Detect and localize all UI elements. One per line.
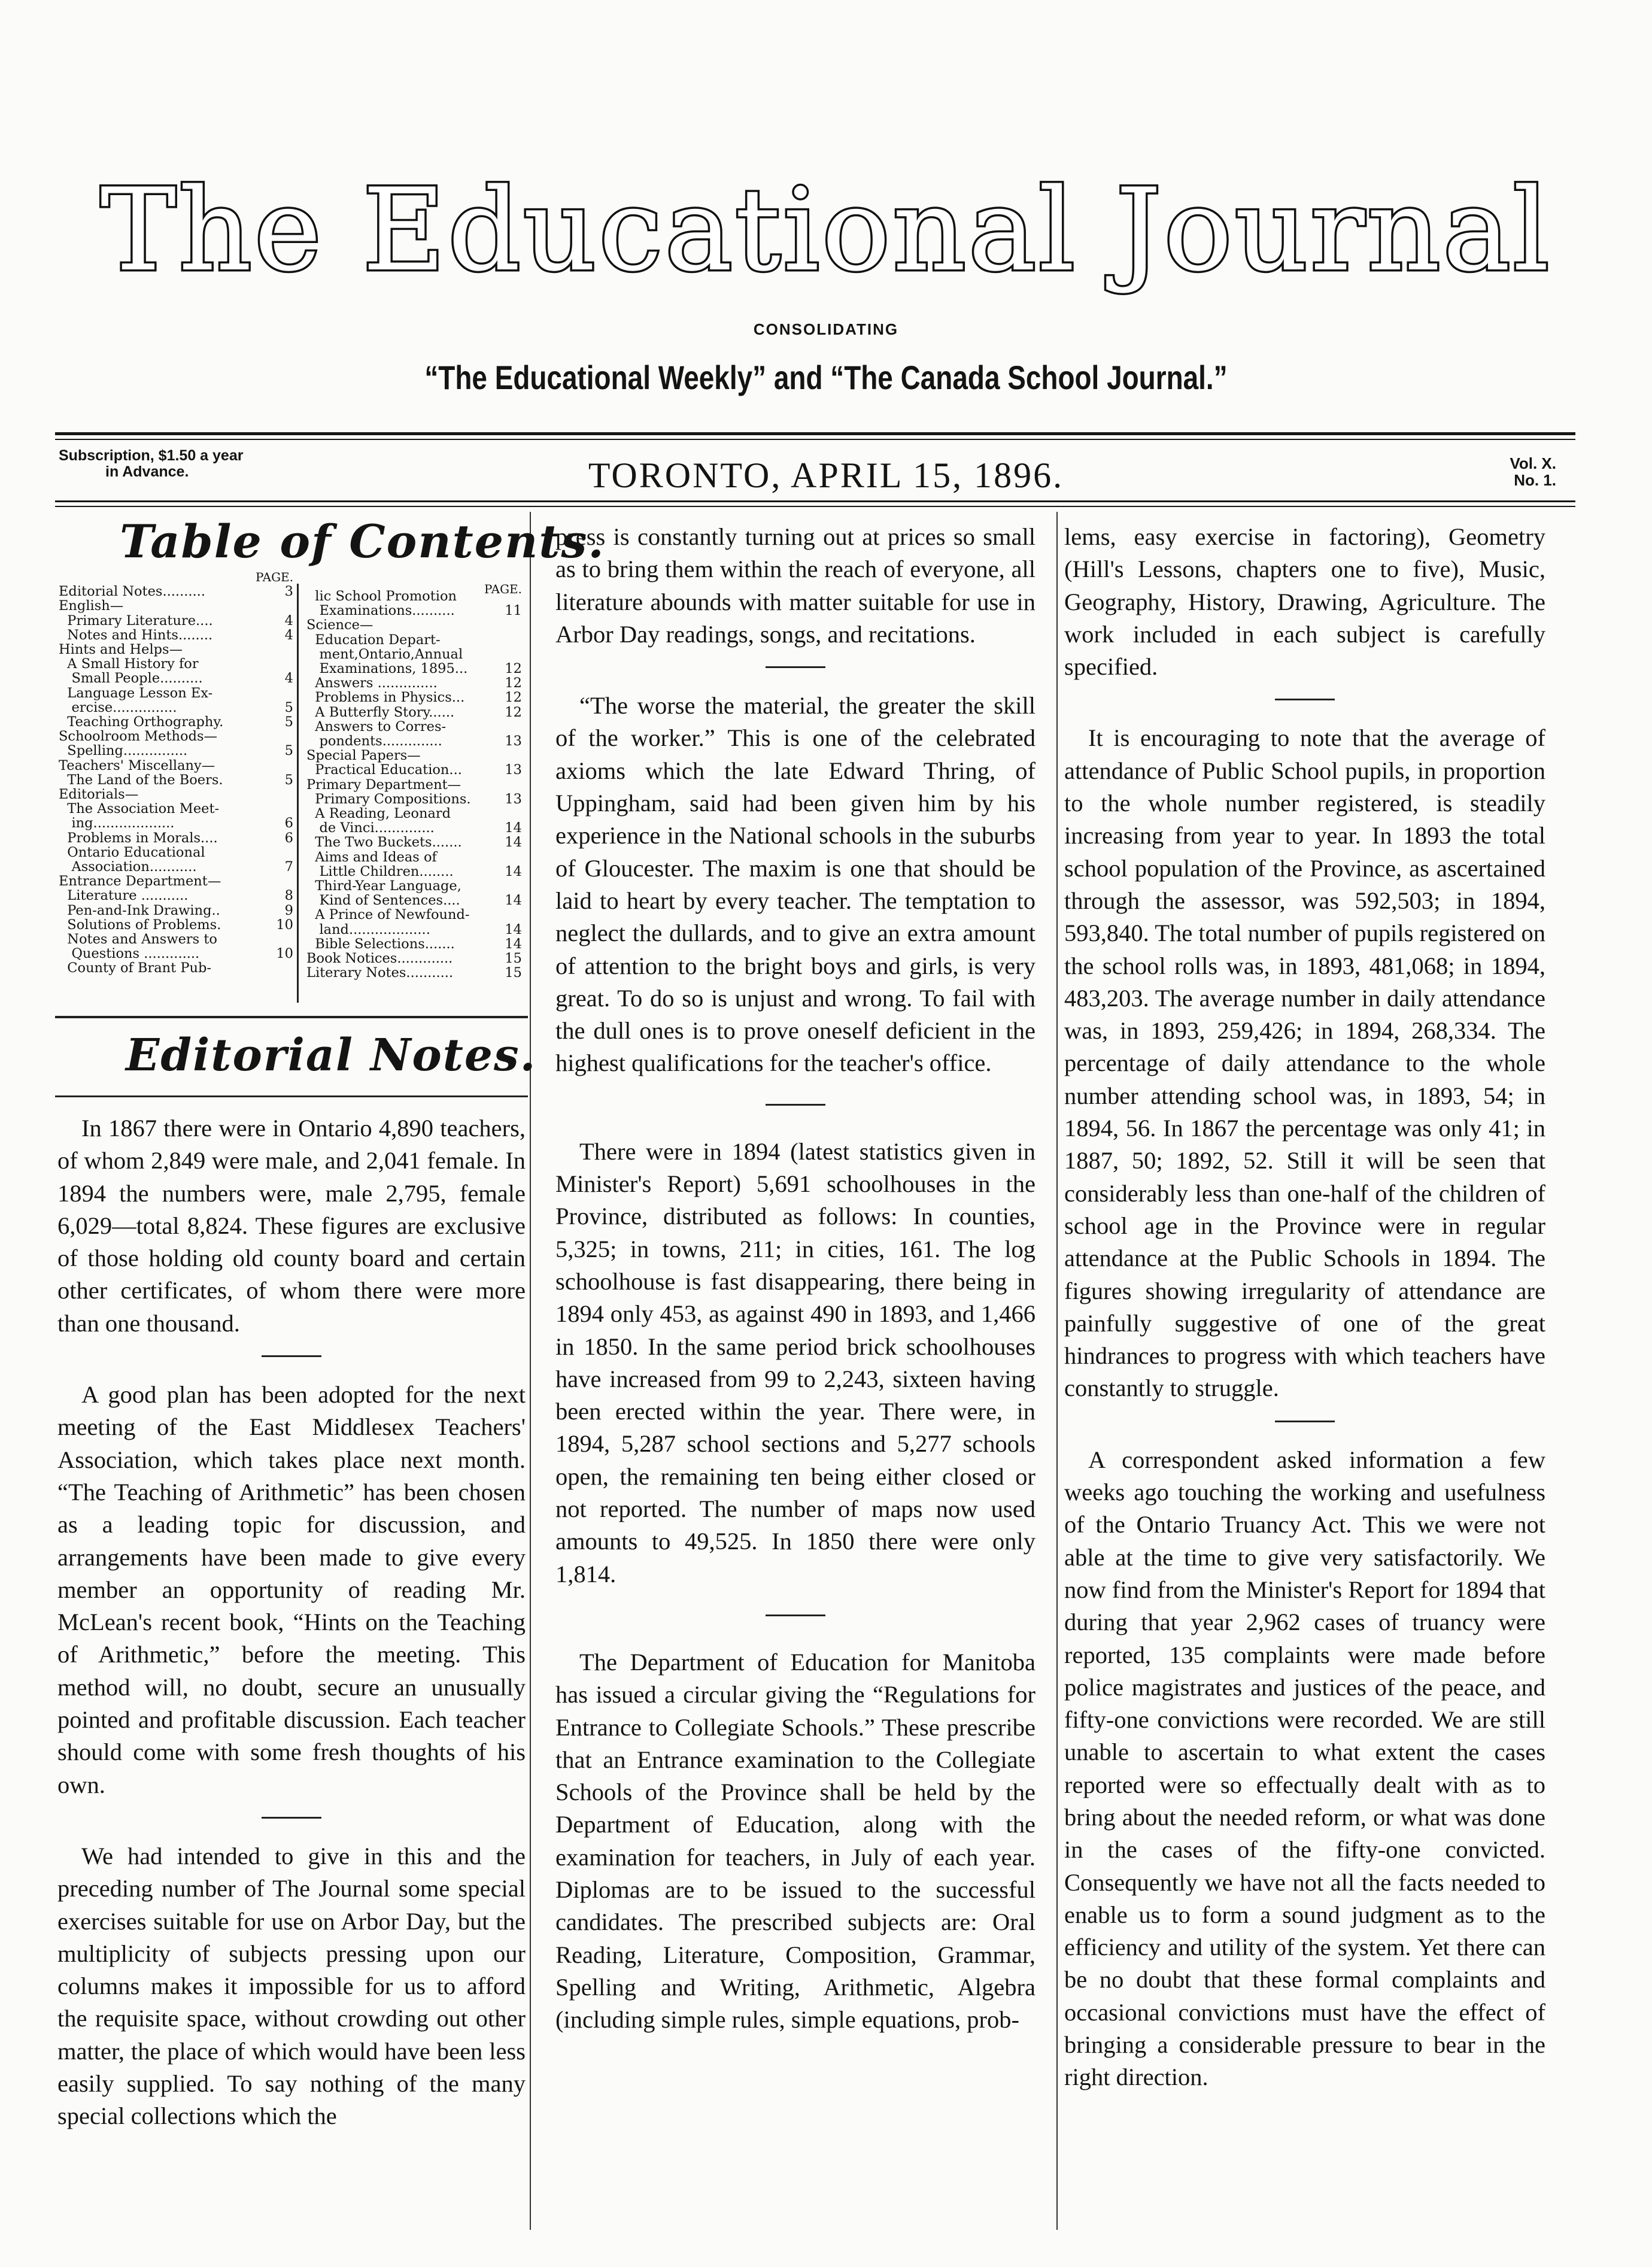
toc-entry [59,816,293,830]
toc-entry-title: A Small History for [59,657,199,672]
toc-entry [59,715,293,729]
toc-entry-title: ercise............... [59,700,177,715]
toc-entry-page: 4 [284,627,293,643]
toc-entry [59,773,293,787]
toc-entry-title: Solutions of Problems. [59,917,221,933]
dateline: TORONTO, APRIL 15, 1896. [588,456,1064,495]
column-divider-1 [530,512,531,2230]
toc-entry-title: Editorials— [59,787,139,802]
toc-entry-page [508,850,522,864]
toc-entry-title: Questions ............. [59,946,200,961]
toc-entry-page: 10 [276,946,293,962]
toc-entry [306,778,522,792]
toc-entry-page: 4 [284,670,293,687]
toc-entry [59,845,293,860]
toc-entry-page: 6 [284,830,293,846]
toc-title: Table of Contents. [120,515,605,568]
toc-entry-title: Aims and Ideas of [306,849,437,864]
toc-entry [306,951,522,966]
toc-entry-title: Little Children........ [306,864,454,879]
toc-page-label-right: PAGE. [484,582,522,596]
col1-paragraph-1: In 1867 there were in Ontario 4,890 teachers, of whom 2,849 were male, and 2,041 female. In 1894 the numbers were, male 2,795, female 6,029—total 8,824. These figures are exclusive of those holding old county board and certain other certificates, of whom there were more than one thousand. [57,1115,526,1337]
toc-entry-title: lic School Promotion [306,589,457,604]
toc-entry-title: Problems in Physics... [306,690,465,705]
toc-entry-title: Entrance Department— [59,874,221,889]
col3-separator-1 [1275,699,1335,700]
toc-entry-title: Science— [306,618,373,633]
toc-entry [59,671,293,685]
column-divider-2 [1056,512,1058,2230]
toc-entry-page: 7 [284,859,293,875]
toc-entry [59,802,293,816]
toc-entry-page: 13 [505,733,522,749]
toc-entry [306,633,522,647]
toc-entry [306,720,522,734]
toc-entry [306,647,522,661]
toc-entry [306,705,522,720]
toc-entry [306,821,522,835]
toc-entry-page: 5 [284,772,293,788]
toc-entry-title: Examinations, 1895... [306,661,468,676]
toc-entry [59,700,293,715]
toc-entry-title: Practical Education... [306,763,462,778]
volume-number [1460,455,1556,488]
toc-entry-title: Third-Year Language, [306,879,461,894]
toc-page-label: PAGE. [256,570,293,584]
toc-right-column [306,584,522,980]
toc-entry-title: pondents.............. [306,734,442,749]
toc-entry-title: Bible Selections....... [306,936,455,952]
subscription-price: Subscription, $1.50 a year [59,447,244,464]
toc-entry-page [508,618,522,632]
column-2 [555,521,1035,2036]
toc-entry-title: ing................... [59,816,175,831]
toc-left-column [59,570,293,976]
toc-entry-page: 5 [284,699,293,715]
toc-entry-title: Ontario Educational [59,845,205,860]
toc-entry-page: 11 [505,603,522,619]
toc-entry-title: English— [59,599,124,614]
col2-separator-1 [766,666,825,668]
toc-entry-page: 14 [505,834,522,851]
toc-entry-title: Teachers' Miscellany— [59,758,215,773]
toc-entry-title: Schoolroom Methods— [59,729,218,744]
masthead-subtitle: “The Educational Weekly” and “The Canada School Journal.” [424,359,1228,396]
col1-paragraph-3: We had intended to give in this and the preceding number of The Journal some special exercises suitable for use on Arbor Day, but the multiplicity of subjects pressing upon our columns makes it impossible for us to afford the requisite space, without crowding out other matter, the place of which would have been less easily supplied. To say nothing of the many special collections which the [57,1842,526,2130]
toc-entry-page [508,806,522,821]
toc-entry-title: Kind of Sentences.... [306,893,460,908]
toc-entry-title: Answers .............. [306,676,438,691]
toc-entry [59,888,293,903]
toc-entry [59,918,293,932]
masthead-title: The Educational Journal [100,164,1552,296]
editorial-notes-heading: Editorial Notes. [126,1030,537,1081]
toc-entry [59,932,293,946]
toc-entry [306,734,522,748]
toc-entry [59,874,293,888]
toc-entry [59,657,293,671]
toc-entry-page [279,686,293,700]
toc-entry-page: 12 [505,675,522,691]
toc-entry-title: Examinations.......... [306,603,455,618]
toc-entry-title: Primary Literature.... [59,613,213,628]
toc-entry-page: 12 [505,690,522,706]
toc-entry-page [279,787,293,802]
toc-entry [59,642,293,657]
toc-entry-title: Primary Compositions. [306,791,471,807]
toc-entry [306,835,522,849]
toc-entry-page: 13 [505,762,522,778]
toc-entry [306,879,522,893]
toc-entry-page [279,802,293,816]
toc-entry [306,850,522,864]
toc-entry-page: 14 [505,893,522,909]
dateline-rule-bottom [55,506,1575,507]
toc-entry-page [508,748,522,763]
toc-entry [306,792,522,806]
toc-entry [306,806,522,821]
toc-entry [306,937,522,951]
toc-entry-title: Association........... [59,860,197,875]
toc-entry-title: Language Lesson Ex- [59,685,213,700]
toc-entry-title: The Land of the Boers. [59,772,223,788]
toc-entry-page: 6 [284,815,293,831]
toc-entry-title: de Vinci.............. [306,821,435,836]
toc-entry-page [279,729,293,743]
col2-separator-2 [766,1104,825,1106]
toc-entry [306,908,522,922]
toc-entry [59,831,293,845]
toc-entry [59,584,293,599]
col3-separator-2 [1275,1421,1335,1422]
column-1 [57,1112,526,2133]
toc-entry-title: County of Brant Pub- [59,961,212,976]
toc-entry-title: Literary Notes........... [306,966,454,981]
toc-entry [59,946,293,961]
toc-entry-page [279,845,293,860]
toc-entry-page: 13 [505,791,522,807]
masthead-rule-top [55,432,1575,435]
consolidating-label: CONSOLIDATING [753,320,899,338]
subscription-terms: in Advance. [105,463,189,480]
toc-entry-page: 9 [284,902,293,918]
toc-entry [59,961,293,975]
toc-entry [59,758,293,773]
col2-separator-3 [766,1614,825,1616]
toc-entry-page [508,908,522,922]
toc-entry-title: Problems in Morals.... [59,830,218,845]
toc-entry-title: Special Papers— [306,748,421,763]
toc-entry-page [279,599,293,613]
toc-entry [59,599,293,613]
toc-entry-page: 14 [505,936,522,952]
toc-entry [306,676,522,690]
toc-entry [59,743,293,758]
toc-entry-page [508,720,522,734]
masthead-rule-thin [55,439,1575,440]
toc-entry-page [279,961,293,975]
col3-paragraph-3: A correspondent asked information a few weeks ago touching the working and usefulness of the Ontario Truancy Act. This we were not able at the time to give very satisfactorily. We now find from the Minister's Report for 1894 that during that year 2,962 cases of truancy were reported, 135 complaints were made before police magistrates and justices of the peace, and fifty-one convictions were recorded. We are still unable to ascertain to what extent the cases reported were so effectually dealt with as to bring about the needed reform, or what was done in the cases of the fifty-one convicted. Consequently we have not all the facts needed to enable us to form a sound judgment as to the efficiency and utility of the system. Yet there can be no doubt that these formal complaints and occasional convictions must have the effect of bringing a considerable pressure to bear in the right direction. [1064,1446,1545,2091]
toc-entry [306,618,522,632]
issue-number: No. 1. [1514,471,1556,489]
toc-entry-page [508,778,522,792]
col1-separator-2 [262,1817,321,1819]
toc-bottom-rule [55,1016,528,1018]
toc-entry-page: 5 [284,714,293,730]
col2-paragraph-4: The Department of Education for Manitoba has issued a circular giving the “Regulations for Entrance to Collegiate Schools.” These prescribe that an Entrance examination to the Collegiate Schools of the Province shall be held by the Department of Education, along with the examination for teachers, in July of each year. Diplomas are to be issued to the successful candidates. The prescribed subjects are: Oral Reading, Literature, Composition, Grammar, Spelling and Writing, Arithmetic, Algebra (including simple rules, simple equations, prob- [555,1648,1035,2034]
toc-entry-title: Education Depart- [306,632,441,647]
toc-entry-page: 15 [505,951,522,967]
toc-entry-page: 15 [505,965,522,981]
toc-entry-page: 4 [284,612,293,629]
volume-label: Vol. X. [1510,454,1556,472]
toc-entry-page: 14 [505,863,522,879]
toc-entry-title: Primary Department— [306,777,461,792]
col2-paragraph-2: “The worse the material, the greater the skill of the worker.” This is one of the celebrated axioms which the late Edward Thring, of Uppingham, said had been given him by his experience in the National schools in the suburbs of Gloucester. The maxim is one that should be laid to heart by every teacher. The temptation to neglect the dullards, and to give an extra amount of attention to the bright boys and girls, is very great. To do so is unjust and wrong. To fail with the dull ones is to prove oneself deficient in the highest qualifications for the teacher's office. [555,692,1035,1077]
toc-entry [306,966,522,980]
col2-paragraph-3: There were in 1894 (latest statistics given in Minister's Report) 5,691 schoolhouses in the Province, distributed as follows: In counties, 5,325; in towns, 211; in cities, 161. The log schoolhouse is fast disappearing, there being in 1894 only 453, as against 490 in 1893, and 1,466 in 1850. In the same period brick schoolhouses have increased from 99 to 2,243, sixteen having been erected within the year. There were, in 1894, 5,287 school sections and 5,277 schools open, the remaining ten being either closed or not reported. The number of maps now used amounts to 49,525. In 1850 there were only 1,814. [555,1137,1035,1588]
toc-entry-title: Small People.......... [59,671,203,686]
toc-entry-title: Editorial Notes.......... [59,584,205,599]
toc-entry-page [508,633,522,647]
col3-paragraph-2: It is encouraging to note that the average of attendance of Public School pupils, in proportion to the whole number registered, is steadily increasing from year to year. In 1893 the total school population of the Province, as ascertained through the assessor, was 592,503; in 1894, 593,840. The total number of pupils registered on the school rolls was, in 1893, 481,068; in 1894, 483,203. The average number in daily attendance was, in 1893, 259,426; in 1894, 268,334. The percentage of daily attendance to the whole number attending school was, in 1893, 54; in 1894, 56. In 1867 the percentage was only 41; in 1887, 50; 1892, 52. Still it will be seen that considerably less than one-half of the children of school age in the Province were in regular attendance at the Public Schools in 1894. The figures showing irregularity of attendance are painfully suggestive of one of the great hindrances to progress with which teachers have constantly to struggle. [1064,724,1545,1402]
toc-entry-title: The Two Buckets....... [306,835,462,850]
toc-entry-page [279,874,293,888]
toc-entry-title: Hints and Helps— [59,642,183,657]
toc-entry-title: Literature ........... [59,888,189,903]
toc-entry-page: 10 [276,916,293,933]
toc-entry [306,690,522,705]
toc-entry-page: 12 [505,661,522,677]
column-3 [1064,521,1545,2094]
toc-entry [306,893,522,908]
toc-entry-title: Notes and Hints........ [59,627,213,643]
toc-entry-page [508,647,522,661]
col3-paragraph-1: lems, easy exercise in factoring), Geometry (Hill's Lessons, chapters one to five), Music, Geography, History, Drawing, Agriculture. The work included in each subject is carefully specified. [1064,523,1545,681]
toc-divider [297,584,299,1003]
toc-entry [59,686,293,700]
toc-entry [306,763,522,777]
col1-separator-1 [262,1355,321,1357]
toc-entry [306,603,522,618]
toc-entry-title: A Butterfly Story...... [306,705,455,720]
toc-entry-title: The Association Meet- [59,802,220,817]
toc-entry-title: Pen-and-Ink Drawing.. [59,903,220,918]
toc-entry [306,748,522,763]
toc-entry-page [508,879,522,893]
toc-entry [306,661,522,676]
toc-entry-page [279,932,293,946]
toc-entry-title: Spelling............... [59,743,188,758]
toc-entry-page: 5 [284,743,293,759]
toc-entry-title: Teaching Orthography. [59,715,224,730]
toc-entry-title: Book Notices............. [306,951,453,966]
toc-entry-title: ment,Ontario,Annual [306,647,463,662]
toc-entry-page [279,657,293,671]
toc-entry-page: 3 [284,584,293,600]
toc-entry-page: 14 [505,820,522,836]
toc-entry-title: land................... [306,922,430,937]
toc-entry-title: A Reading, Leonard [306,806,451,821]
toc-entry [59,614,293,628]
col1-paragraph-2: A good plan has been adopted for the next meeting of the East Middlesex Teachers' Association, which takes place next month. “The Teaching of Arithmetic” has been chosen as a leading topic for discussion, and arrangements have been made to give every member an opportunity of reading Mr. McLean's recent book, “Hints on the Teaching of Arithmetic,” before the meeting. This method will, no doubt, secure an unusually pointed and profitable discussion. Each teacher should come with some fresh thoughts of his own. [57,1381,526,1798]
toc-entry-page [279,758,293,773]
toc-entry-page [279,642,293,657]
toc-entry [306,922,522,937]
col2-paragraph-1: press is constantly turning out at prices so small as to bring them within the reach of everyone, all literature abounds with matter suitable for use in Arbor Day readings, songs, and recitations. [555,523,1035,648]
toc-entry-title: Answers to Corres- [306,719,447,735]
toc-entry-page: 14 [505,921,522,937]
toc-entry-title: A Prince of Newfound- [306,908,470,922]
toc-entry [306,864,522,879]
toc-entry-title: Notes and Answers to [59,932,217,947]
toc-entry [59,729,293,743]
toc-entry [59,628,293,642]
toc-entry [59,787,293,802]
editorial-heading-rule [55,1095,528,1097]
toc-entry [59,903,293,918]
dateline-rule-top [55,500,1575,502]
toc-entry-page: 8 [284,888,293,904]
toc-entry [59,860,293,874]
toc-entry-page: 12 [505,704,522,720]
